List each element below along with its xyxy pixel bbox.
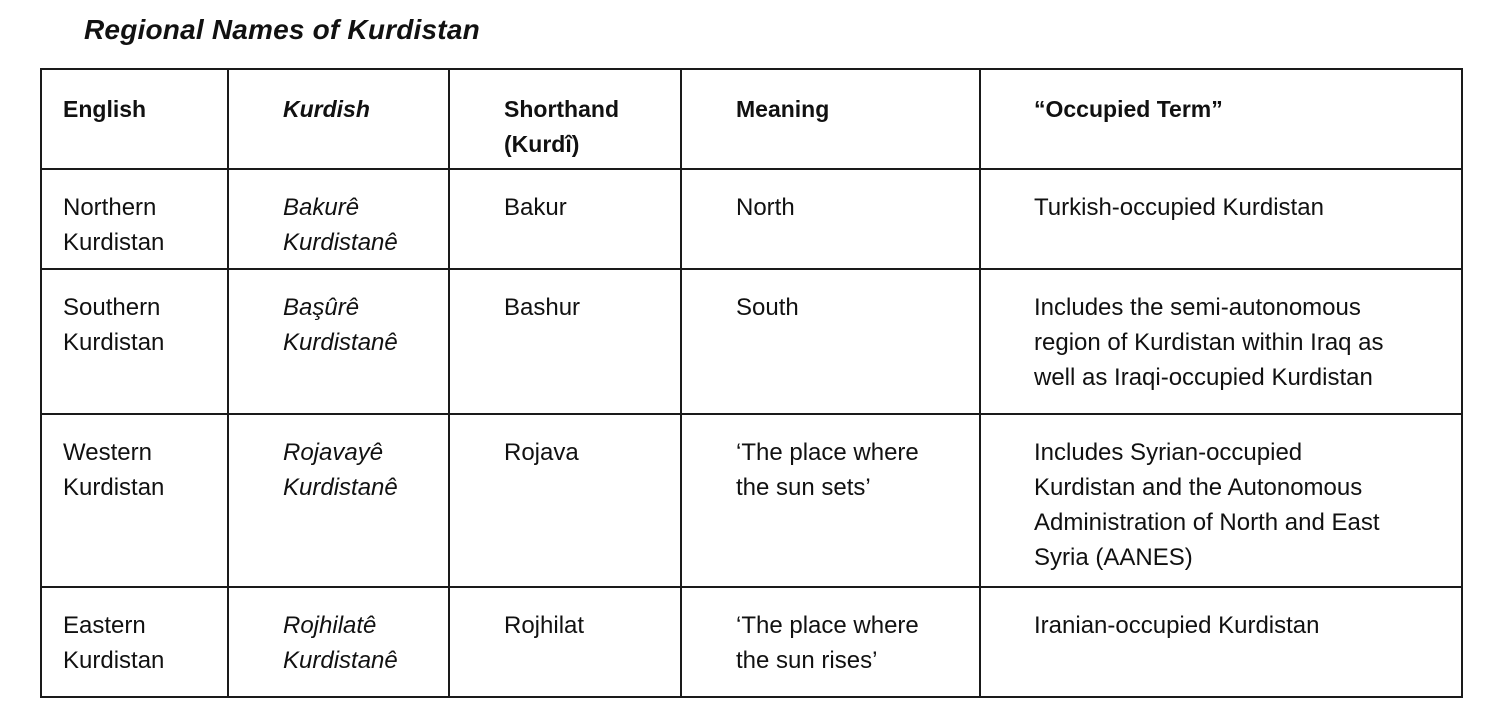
cell-meaning bbox=[681, 169, 980, 269]
cell-shorthand bbox=[449, 169, 681, 269]
occupied-term-line: well as Iraqi-occupied Kurdistan bbox=[1034, 364, 1373, 391]
shorthand-text: Rojhilat bbox=[504, 612, 585, 639]
english-name-line: Kurdistan bbox=[63, 229, 165, 256]
occupied-term-line: Iranian-occupied Kurdistan bbox=[1034, 612, 1320, 639]
meaning-line: the sun sets’ bbox=[736, 474, 871, 501]
english-name-line: Kurdistan bbox=[63, 474, 165, 501]
english-name-line: Kurdistan bbox=[63, 329, 165, 356]
table-row bbox=[41, 587, 1462, 697]
english-name-line: Northern bbox=[63, 194, 157, 221]
header-meaning-label: Meaning bbox=[736, 96, 830, 122]
occupied-term-line: region of Kurdistan within Iraq as bbox=[1034, 329, 1384, 356]
cell-occupied-term bbox=[980, 269, 1462, 414]
shorthand-text: Bakur bbox=[504, 194, 567, 221]
meaning-line: North bbox=[736, 194, 795, 221]
cell-english bbox=[41, 169, 228, 269]
header-shorthand bbox=[449, 69, 681, 169]
header-kurdish-label: Kurdish bbox=[283, 96, 370, 122]
occupied-term-line: Turkish-occupied Kurdistan bbox=[1034, 194, 1324, 221]
occupied-term-line: Includes Syrian-occupied bbox=[1034, 439, 1303, 466]
table-row bbox=[41, 414, 1462, 587]
cell-occupied-term bbox=[980, 414, 1462, 587]
kurdish-name-line: Kurdistanê bbox=[283, 647, 398, 674]
cell-english bbox=[41, 269, 228, 414]
header-occupied-term-label: “Occupied Term” bbox=[1034, 96, 1223, 122]
cell-meaning bbox=[681, 269, 980, 414]
header-english bbox=[41, 69, 228, 169]
cell-kurdish bbox=[228, 169, 449, 269]
header-kurdish bbox=[228, 69, 449, 169]
meaning-line: the sun rises’ bbox=[736, 647, 878, 674]
english-name-line: Southern bbox=[63, 294, 161, 321]
table-header-row bbox=[41, 69, 1462, 169]
shorthand-text: Rojava bbox=[504, 439, 579, 466]
english-name-line: Eastern bbox=[63, 612, 146, 639]
kurdish-name-line: Kurdistanê bbox=[283, 474, 398, 501]
cell-shorthand bbox=[449, 269, 681, 414]
page-title: Regional Names of Kurdistan bbox=[84, 14, 480, 45]
kurdish-name-line: Rojavayê bbox=[283, 439, 384, 466]
english-name-line: Western bbox=[63, 439, 152, 466]
meaning-line: ‘The place where bbox=[736, 439, 919, 466]
header-english-label: English bbox=[63, 96, 147, 122]
header-shorthand-sublabel: (Kurdî) bbox=[504, 131, 580, 157]
occupied-term-line: Syria (AANES) bbox=[1034, 544, 1193, 571]
table-row bbox=[41, 169, 1462, 269]
cell-kurdish bbox=[228, 269, 449, 414]
cell-english bbox=[41, 414, 228, 587]
cell-shorthand bbox=[449, 414, 681, 587]
kurdish-name-line: Bakurê bbox=[283, 194, 360, 221]
cell-shorthand bbox=[449, 587, 681, 697]
occupied-term-line: Includes the semi-autonomous bbox=[1034, 294, 1361, 321]
meaning-line: South bbox=[736, 294, 799, 321]
cell-meaning bbox=[681, 414, 980, 587]
cell-english bbox=[41, 587, 228, 697]
cell-kurdish bbox=[228, 414, 449, 587]
cell-occupied-term bbox=[980, 587, 1462, 697]
kurdish-name-line: Başûrê bbox=[283, 294, 360, 321]
cell-meaning bbox=[681, 587, 980, 697]
shorthand-text: Bashur bbox=[504, 294, 581, 321]
occupied-term-line: Kurdistan and the Autonomous bbox=[1034, 474, 1363, 501]
kurdish-name-line: Rojhilatê bbox=[283, 612, 377, 639]
occupied-term-line: Administration of North and East bbox=[1034, 509, 1380, 536]
regional-names-table bbox=[40, 68, 1463, 698]
header-meaning bbox=[681, 69, 980, 169]
cell-occupied-term bbox=[980, 169, 1462, 269]
header-occupied-term bbox=[980, 69, 1462, 169]
meaning-line: ‘The place where bbox=[736, 612, 919, 639]
english-name-line: Kurdistan bbox=[63, 647, 165, 674]
kurdish-name-line: Kurdistanê bbox=[283, 229, 398, 256]
header-shorthand-label: Shorthand bbox=[504, 96, 619, 122]
cell-kurdish bbox=[228, 587, 449, 697]
table-row bbox=[41, 269, 1462, 414]
kurdish-name-line: Kurdistanê bbox=[283, 329, 398, 356]
